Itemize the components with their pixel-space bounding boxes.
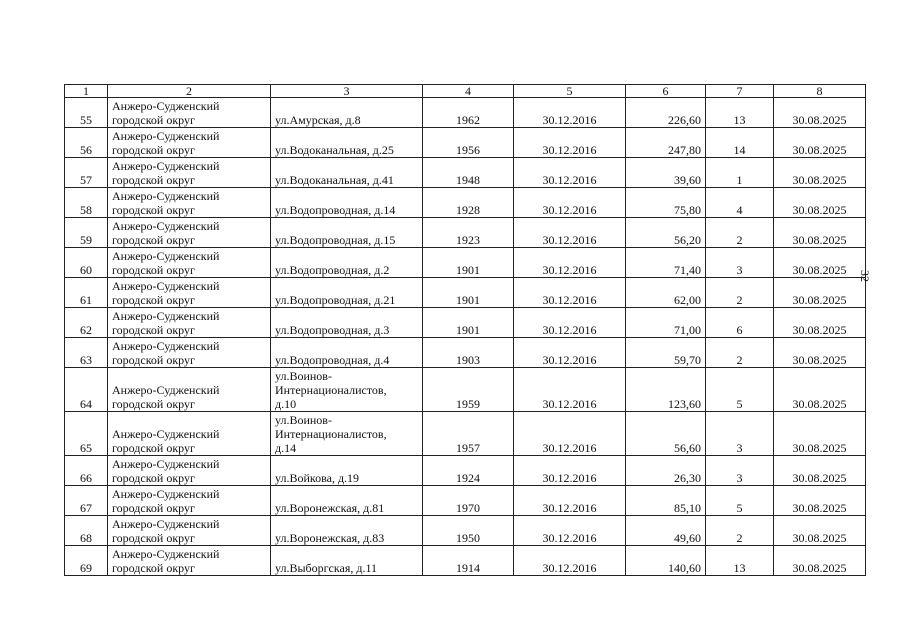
municipality-cell: [108, 128, 271, 158]
count-cell: [706, 456, 774, 486]
address-cell: [271, 248, 423, 278]
deadline-cell-text: 30.08.2025: [792, 233, 847, 247]
row-number-cell: [65, 128, 108, 158]
date-cell-text: 30.12.2016: [542, 173, 597, 187]
year-cell: [423, 486, 514, 516]
municipality-cell-text: Анжеро-Судженский городской округ: [112, 383, 220, 411]
area-cell-text: 75,80: [674, 203, 701, 217]
area-cell: [626, 158, 706, 188]
row-number-cell-text: 59: [80, 233, 92, 247]
row-number-cell: [65, 516, 108, 546]
address-cell: [271, 158, 423, 188]
count-cell-text: 3: [736, 471, 743, 485]
municipality-cell: [108, 516, 271, 546]
table-row: [65, 368, 866, 412]
row-number-cell: [65, 486, 108, 516]
area-cell-text: 123,60: [668, 397, 701, 411]
address-cell-text: ул.Водоканальная, д.25: [275, 143, 394, 157]
row-number-cell-text: 61: [80, 293, 92, 307]
deadline-cell-text: 30.08.2025: [792, 113, 847, 127]
date-cell: [514, 412, 626, 456]
row-number-cell: [65, 308, 108, 338]
date-cell: [514, 218, 626, 248]
address-cell-text: ул.Водопроводная, д.4: [275, 353, 390, 367]
row-number-cell-text: 66: [80, 471, 92, 485]
municipality-cell-text: Анжеро-Судженский городской округ: [112, 487, 220, 515]
count-cell: [706, 218, 774, 248]
municipality-cell-text: Анжеро-Судженский городской округ: [112, 547, 220, 575]
table-row: [65, 98, 866, 128]
table-row: [65, 516, 866, 546]
row-number-cell: [65, 98, 108, 128]
year-cell: [423, 338, 514, 368]
deadline-cell: [774, 412, 866, 456]
area-cell-text: 56,20: [674, 233, 701, 247]
year-cell-text: 1959: [456, 397, 480, 411]
year-cell-text: 1903: [456, 353, 480, 367]
area-cell-text: 71,40: [674, 263, 701, 277]
deadline-cell: [774, 486, 866, 516]
address-cell-text: ул.Воинов- Интернационалистов, д.14: [275, 413, 387, 455]
row-number-cell-text: 69: [80, 561, 92, 575]
area-cell-text: 26,30: [674, 471, 701, 485]
count-cell-text: 13: [733, 561, 746, 575]
year-cell: [423, 412, 514, 456]
address-cell: [271, 338, 423, 368]
year-cell: [423, 546, 514, 576]
address-cell: [271, 516, 423, 546]
row-number-cell-text: 68: [80, 531, 92, 545]
area-cell-text: 140,60: [668, 561, 701, 575]
deadline-cell-text: 30.08.2025: [792, 293, 847, 307]
address-cell: [271, 278, 423, 308]
municipality-cell-text: Анжеро-Судженский городской округ: [112, 457, 220, 485]
deadline-cell: [774, 188, 866, 218]
table-row: [65, 158, 866, 188]
address-cell-text: ул.Амурская, д.8: [275, 113, 361, 127]
count-cell: [706, 98, 774, 128]
row-number-cell-text: 64: [80, 397, 92, 411]
area-cell-text: 71,00: [674, 323, 701, 337]
deadline-cell-text: 30.08.2025: [792, 323, 847, 337]
address-cell: [271, 368, 423, 412]
date-cell-text: 30.12.2016: [542, 397, 597, 411]
row-number-cell: [65, 218, 108, 248]
date-cell-text: 30.12.2016: [542, 203, 597, 217]
municipality-cell-text: Анжеро-Судженский городской округ: [112, 219, 220, 247]
header-cell: 6: [626, 85, 706, 98]
date-cell-text: 30.12.2016: [542, 561, 597, 575]
deadline-cell-text: 30.08.2025: [792, 397, 847, 411]
address-cell-text: ул.Выборгская, д.11: [275, 561, 378, 575]
count-cell-text: 13: [733, 113, 746, 127]
area-cell-text: 62,00: [674, 293, 701, 307]
municipality-cell: [108, 248, 271, 278]
year-cell: [423, 218, 514, 248]
deadline-cell: [774, 368, 866, 412]
row-number-cell-text: 60: [80, 263, 92, 277]
area-cell-text: 226,60: [668, 113, 701, 127]
year-cell: [423, 368, 514, 412]
deadline-cell: [774, 338, 866, 368]
year-cell-text: 1948: [456, 173, 480, 187]
table-row: [65, 412, 866, 456]
date-cell: [514, 456, 626, 486]
year-cell: [423, 248, 514, 278]
header-cell: 2: [108, 85, 271, 98]
area-cell-text: 49,60: [674, 531, 701, 545]
municipality-cell: [108, 308, 271, 338]
table-row: [65, 338, 866, 368]
municipality-cell-text: Анжеро-Судженский городской округ: [112, 99, 220, 127]
date-cell-text: 30.12.2016: [542, 531, 597, 545]
address-cell: [271, 128, 423, 158]
row-number-cell: [65, 456, 108, 486]
municipality-cell-text: Анжеро-Судженский городской округ: [112, 249, 220, 277]
area-cell: [626, 218, 706, 248]
municipality-cell: [108, 456, 271, 486]
year-cell-text: 1923: [456, 233, 480, 247]
count-cell-text: 3: [736, 263, 743, 277]
date-cell: [514, 308, 626, 338]
year-cell-text: 1950: [456, 531, 480, 545]
year-cell: [423, 516, 514, 546]
count-cell-text: 2: [736, 233, 743, 247]
row-number-cell-text: 56: [80, 143, 92, 157]
year-cell-text: 1956: [456, 143, 480, 157]
area-cell: [626, 486, 706, 516]
area-cell: [626, 308, 706, 338]
row-number-cell-text: 67: [80, 501, 92, 515]
count-cell-text: 6: [736, 323, 743, 337]
area-cell: [626, 128, 706, 158]
count-cell-text: 2: [736, 353, 743, 367]
year-cell-text: 1924: [456, 471, 480, 485]
date-cell-text: 30.12.2016: [542, 263, 597, 277]
address-cell: [271, 546, 423, 576]
year-cell-text: 1970: [456, 501, 480, 515]
municipality-cell: [108, 278, 271, 308]
address-cell-text: ул.Водоканальная, д.41: [275, 173, 394, 187]
row-number-cell-text: 65: [80, 441, 92, 455]
table-row: [65, 546, 866, 576]
count-cell: [706, 546, 774, 576]
table-row: [65, 456, 866, 486]
count-cell: [706, 248, 774, 278]
row-number-cell-text: 58: [80, 203, 92, 217]
table-row: [65, 218, 866, 248]
address-cell-text: ул.Воронежская, д.83: [275, 531, 385, 545]
year-cell: [423, 188, 514, 218]
municipality-cell-text: Анжеро-Судженский городской округ: [112, 427, 220, 455]
address-cell-text: ул.Водопроводная, д.15: [275, 233, 396, 247]
municipality-cell: [108, 158, 271, 188]
header-cell: 1: [65, 85, 108, 98]
address-cell-text: ул.Войкова, д.19: [275, 471, 360, 485]
year-cell: [423, 128, 514, 158]
header-cell: 4: [423, 85, 514, 98]
address-cell-text: ул.Водопроводная, д.2: [275, 263, 390, 277]
deadline-cell-text: 30.08.2025: [792, 203, 847, 217]
deadline-cell: [774, 308, 866, 338]
deadline-cell: [774, 456, 866, 486]
area-cell: [626, 98, 706, 128]
area-cell: [626, 338, 706, 368]
year-cell: [423, 308, 514, 338]
municipality-cell: [108, 338, 271, 368]
address-cell-text: ул.Воинов- Интернационалистов, д.10: [275, 369, 387, 411]
count-cell: [706, 308, 774, 338]
municipality-cell: [108, 546, 271, 576]
row-number-cell: [65, 546, 108, 576]
row-number-cell-text: 55: [80, 113, 92, 127]
municipality-cell: [108, 188, 271, 218]
count-cell: [706, 412, 774, 456]
area-cell-text: 59,70: [674, 353, 701, 367]
row-number-cell: [65, 278, 108, 308]
count-cell: [706, 486, 774, 516]
header-cell: 5: [514, 85, 626, 98]
date-cell: [514, 486, 626, 516]
area-cell: [626, 546, 706, 576]
data-table: [64, 84, 866, 576]
date-cell: [514, 516, 626, 546]
count-cell: [706, 188, 774, 218]
table-row: [65, 188, 866, 218]
address-cell-text: ул.Воронежская, д.81: [275, 501, 385, 515]
count-cell: [706, 368, 774, 412]
date-cell: [514, 278, 626, 308]
date-cell: [514, 248, 626, 278]
row-number-cell-text: 62: [80, 323, 92, 337]
row-number-cell-text: 57: [80, 173, 92, 187]
address-cell: [271, 456, 423, 486]
area-cell-text: 85,10: [674, 501, 701, 515]
municipality-cell-text: Анжеро-Судженский городской округ: [112, 129, 220, 157]
date-cell-text: 30.12.2016: [542, 353, 597, 367]
count-cell-text: 3: [736, 441, 743, 455]
date-cell: [514, 128, 626, 158]
year-cell: [423, 98, 514, 128]
municipality-cell-text: Анжеро-Судженский городской округ: [112, 159, 220, 187]
area-cell-text: 39,60: [674, 173, 701, 187]
deadline-cell: [774, 278, 866, 308]
area-cell: [626, 516, 706, 546]
deadline-cell-text: 30.08.2025: [792, 173, 847, 187]
deadline-cell: [774, 98, 866, 128]
address-cell: [271, 98, 423, 128]
count-cell: [706, 158, 774, 188]
year-cell-text: 1901: [456, 293, 480, 307]
deadline-cell-text: 30.08.2025: [792, 441, 847, 455]
deadline-cell: [774, 248, 866, 278]
year-cell-text: 1901: [456, 323, 480, 337]
count-cell-text: 4: [736, 203, 743, 217]
year-cell-text: 1962: [456, 113, 480, 127]
date-cell-text: 30.12.2016: [542, 441, 597, 455]
address-cell: [271, 218, 423, 248]
deadline-cell: [774, 218, 866, 248]
row-number-cell-text: 63: [80, 353, 92, 367]
deadline-cell-text: 30.08.2025: [792, 471, 847, 485]
address-cell-text: ул.Водопроводная, д.21: [275, 293, 396, 307]
table-row: [65, 486, 866, 516]
count-cell-text: 1: [736, 173, 743, 187]
row-number-cell: [65, 188, 108, 218]
area-cell-text: 56,60: [674, 441, 701, 455]
address-cell: [271, 308, 423, 338]
year-cell-text: 1957: [456, 441, 480, 455]
row-number-cell: [65, 248, 108, 278]
count-cell-text: 2: [736, 293, 743, 307]
count-cell: [706, 516, 774, 546]
date-cell: [514, 368, 626, 412]
date-cell-text: 30.12.2016: [542, 501, 597, 515]
municipality-cell: [108, 486, 271, 516]
municipality-cell-text: Анжеро-Судженский городской округ: [112, 339, 220, 367]
municipality-cell: [108, 368, 271, 412]
year-cell-text: 1914: [456, 561, 480, 575]
deadline-cell-text: 30.08.2025: [792, 531, 847, 545]
year-cell: [423, 158, 514, 188]
address-cell: [271, 188, 423, 218]
municipality-cell-text: Анжеро-Судженский городской округ: [112, 189, 220, 217]
header-cell: 8: [774, 85, 866, 98]
area-cell-text: 247,80: [668, 143, 701, 157]
date-cell-text: 30.12.2016: [542, 233, 597, 247]
area-cell: [626, 368, 706, 412]
date-cell: [514, 338, 626, 368]
area-cell: [626, 248, 706, 278]
municipality-cell: [108, 412, 271, 456]
year-cell-text: 1928: [456, 203, 480, 217]
municipality-cell-text: Анжеро-Судженский городской округ: [112, 517, 220, 545]
date-cell: [514, 546, 626, 576]
count-cell-text: 2: [736, 531, 743, 545]
municipality-cell: [108, 98, 271, 128]
date-cell-text: 30.12.2016: [542, 113, 597, 127]
deadline-cell-text: 30.08.2025: [792, 561, 847, 575]
address-cell: [271, 412, 423, 456]
row-number-cell: [65, 412, 108, 456]
date-cell-text: 30.12.2016: [542, 323, 597, 337]
deadline-cell-text: 30.08.2025: [792, 263, 847, 277]
header-cell: 3: [271, 85, 423, 98]
count-cell: [706, 128, 774, 158]
count-cell-text: 5: [736, 501, 743, 515]
deadline-cell-text: 30.08.2025: [792, 501, 847, 515]
address-cell: [271, 486, 423, 516]
deadline-cell: [774, 158, 866, 188]
count-cell-text: 14: [733, 143, 746, 157]
deadline-cell: [774, 516, 866, 546]
count-cell: [706, 338, 774, 368]
date-cell: [514, 98, 626, 128]
area-cell: [626, 412, 706, 456]
year-cell: [423, 456, 514, 486]
row-number-cell: [65, 338, 108, 368]
count-cell: [706, 278, 774, 308]
date-cell-text: 30.12.2016: [542, 293, 597, 307]
table-row: [65, 128, 866, 158]
area-cell: [626, 278, 706, 308]
municipality-cell-text: Анжеро-Судженский городской округ: [112, 279, 220, 307]
date-cell-text: 30.12.2016: [542, 143, 597, 157]
date-cell-text: 30.12.2016: [542, 471, 597, 485]
area-cell: [626, 188, 706, 218]
municipality-cell: [108, 218, 271, 248]
year-cell: [423, 278, 514, 308]
date-cell: [514, 188, 626, 218]
deadline-cell-text: 30.08.2025: [792, 353, 847, 367]
table-row: [65, 278, 866, 308]
year-cell-text: 1901: [456, 263, 480, 277]
table-row: [65, 248, 866, 278]
municipality-cell-text: Анжеро-Судженский городской округ: [112, 309, 220, 337]
deadline-cell-text: 30.08.2025: [792, 143, 847, 157]
count-cell-text: 5: [736, 397, 743, 411]
header-cell: 7: [706, 85, 774, 98]
address-cell-text: ул.Водопроводная, д.3: [275, 323, 390, 337]
table-row: [65, 308, 866, 338]
date-cell: [514, 158, 626, 188]
page-number: 32: [858, 270, 872, 282]
address-cell-text: ул.Водопроводная, д.14: [275, 203, 396, 217]
deadline-cell: [774, 546, 866, 576]
deadline-cell: [774, 128, 866, 158]
area-cell: [626, 456, 706, 486]
row-number-cell: [65, 158, 108, 188]
row-number-cell: [65, 368, 108, 412]
header-row: [65, 85, 866, 98]
